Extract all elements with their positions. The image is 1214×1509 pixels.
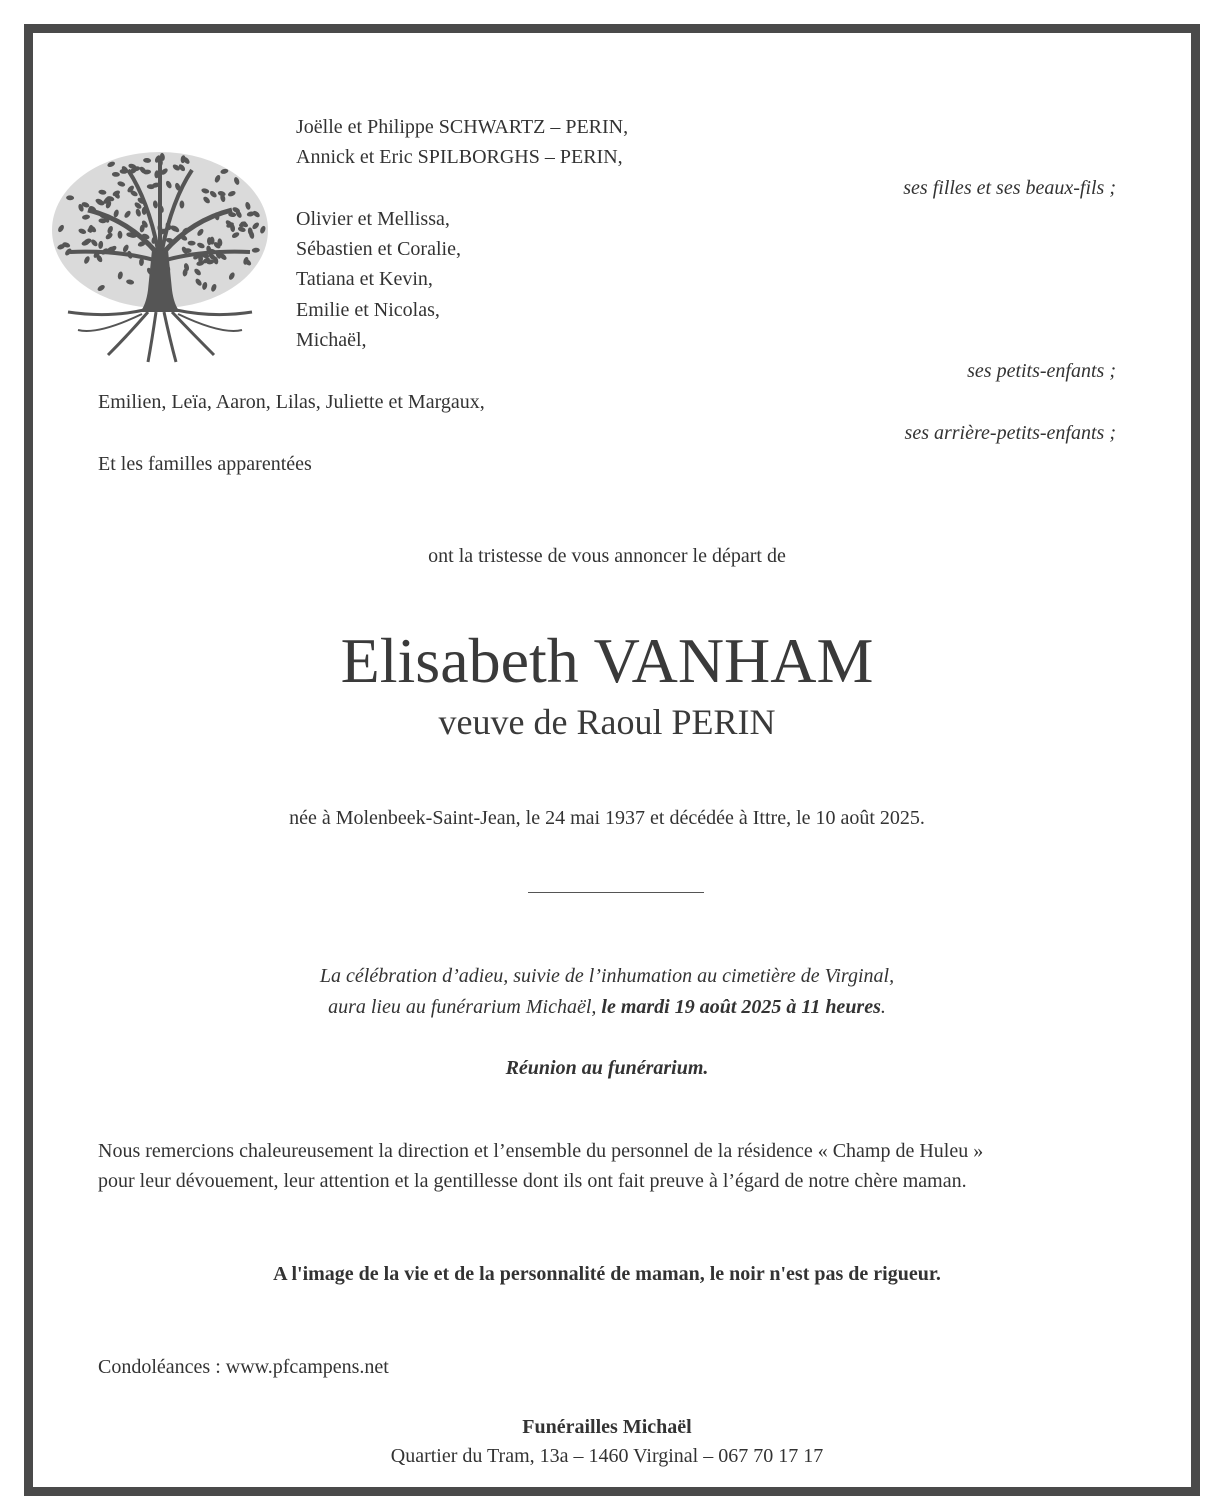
grandchild-line: Tatiana et Kevin, <box>296 268 433 290</box>
ceremony-line-1: La célébration d’adieu, suivie de l’inhumation au cimetière de Virginal, <box>319 965 895 987</box>
separator-rule <box>528 892 704 893</box>
dress-code-notice: A l'image de la vie et de la personnalité de maman, le noir n'est pas de rigueur. <box>273 1263 941 1285</box>
tree-of-life-icon <box>48 140 272 370</box>
ceremony-line-2 <box>0 992 1214 1022</box>
grandchild-line: Olivier et Mellissa, <box>296 208 450 230</box>
relatives-line: Et les familles apparentées <box>98 453 312 475</box>
grandchild-line: Michaël, <box>296 329 367 351</box>
announcement-text: ont la tristesse de vous annoncer le départ de <box>428 545 786 567</box>
birth-death-dates: née à Molenbeek-Saint-Jean, le 24 mai 1937 et décédée à Ittre, le 10 août 2025. <box>289 807 925 829</box>
great-grandchildren-label: ses arrière-petits-enfants ; <box>904 422 1116 444</box>
deceased-spouse: veuve de Raoul PERIN <box>438 702 776 742</box>
ceremony-location: aura lieu au funérarium Michaël, <box>328 996 602 1018</box>
funeral-home-name: Funérailles Michaël <box>522 1416 692 1438</box>
daughters-label: ses filles et ses beaux-fils ; <box>903 177 1116 199</box>
great-grandchildren-line: Emilien, Leïa, Aaron, Lilas, Juliette et Margaux, <box>98 391 485 413</box>
thanks-line-1: Nous remercions chaleureusement la direction et l’ensemble du personnel de la résidence « Champ de Huleu » <box>98 1140 984 1162</box>
condolences-link[interactable]: Condoléances : www.pfcampens.net <box>98 1356 389 1378</box>
deceased-name: Elisabeth VANHAM <box>340 625 874 696</box>
grandchild-line: Sébastien et Coralie, <box>296 238 461 260</box>
grandchildren-label: ses petits-enfants ; <box>967 360 1116 382</box>
ceremony-datetime: le mardi 19 août 2025 à 11 heures <box>601 996 881 1018</box>
daughter-line-1: Joëlle et Philippe SCHWARTZ – PERIN, <box>296 116 629 138</box>
ceremony-period: . <box>880 996 886 1018</box>
daughter-line-2: Annick et Eric SPILBORGHS – PERIN, <box>296 146 623 168</box>
meeting-notice: Réunion au funérarium. <box>505 1057 709 1079</box>
thanks-line-2: pour leur dévouement, leur attention et la gentillesse dont ils ont fait preuve à l’égard de notre chère maman. <box>98 1170 967 1192</box>
funeral-home-address: Quartier du Tram, 13a – 1460 Virginal – 067 70 17 17 <box>390 1445 824 1467</box>
grandchild-line: Emilie et Nicolas, <box>296 299 440 321</box>
